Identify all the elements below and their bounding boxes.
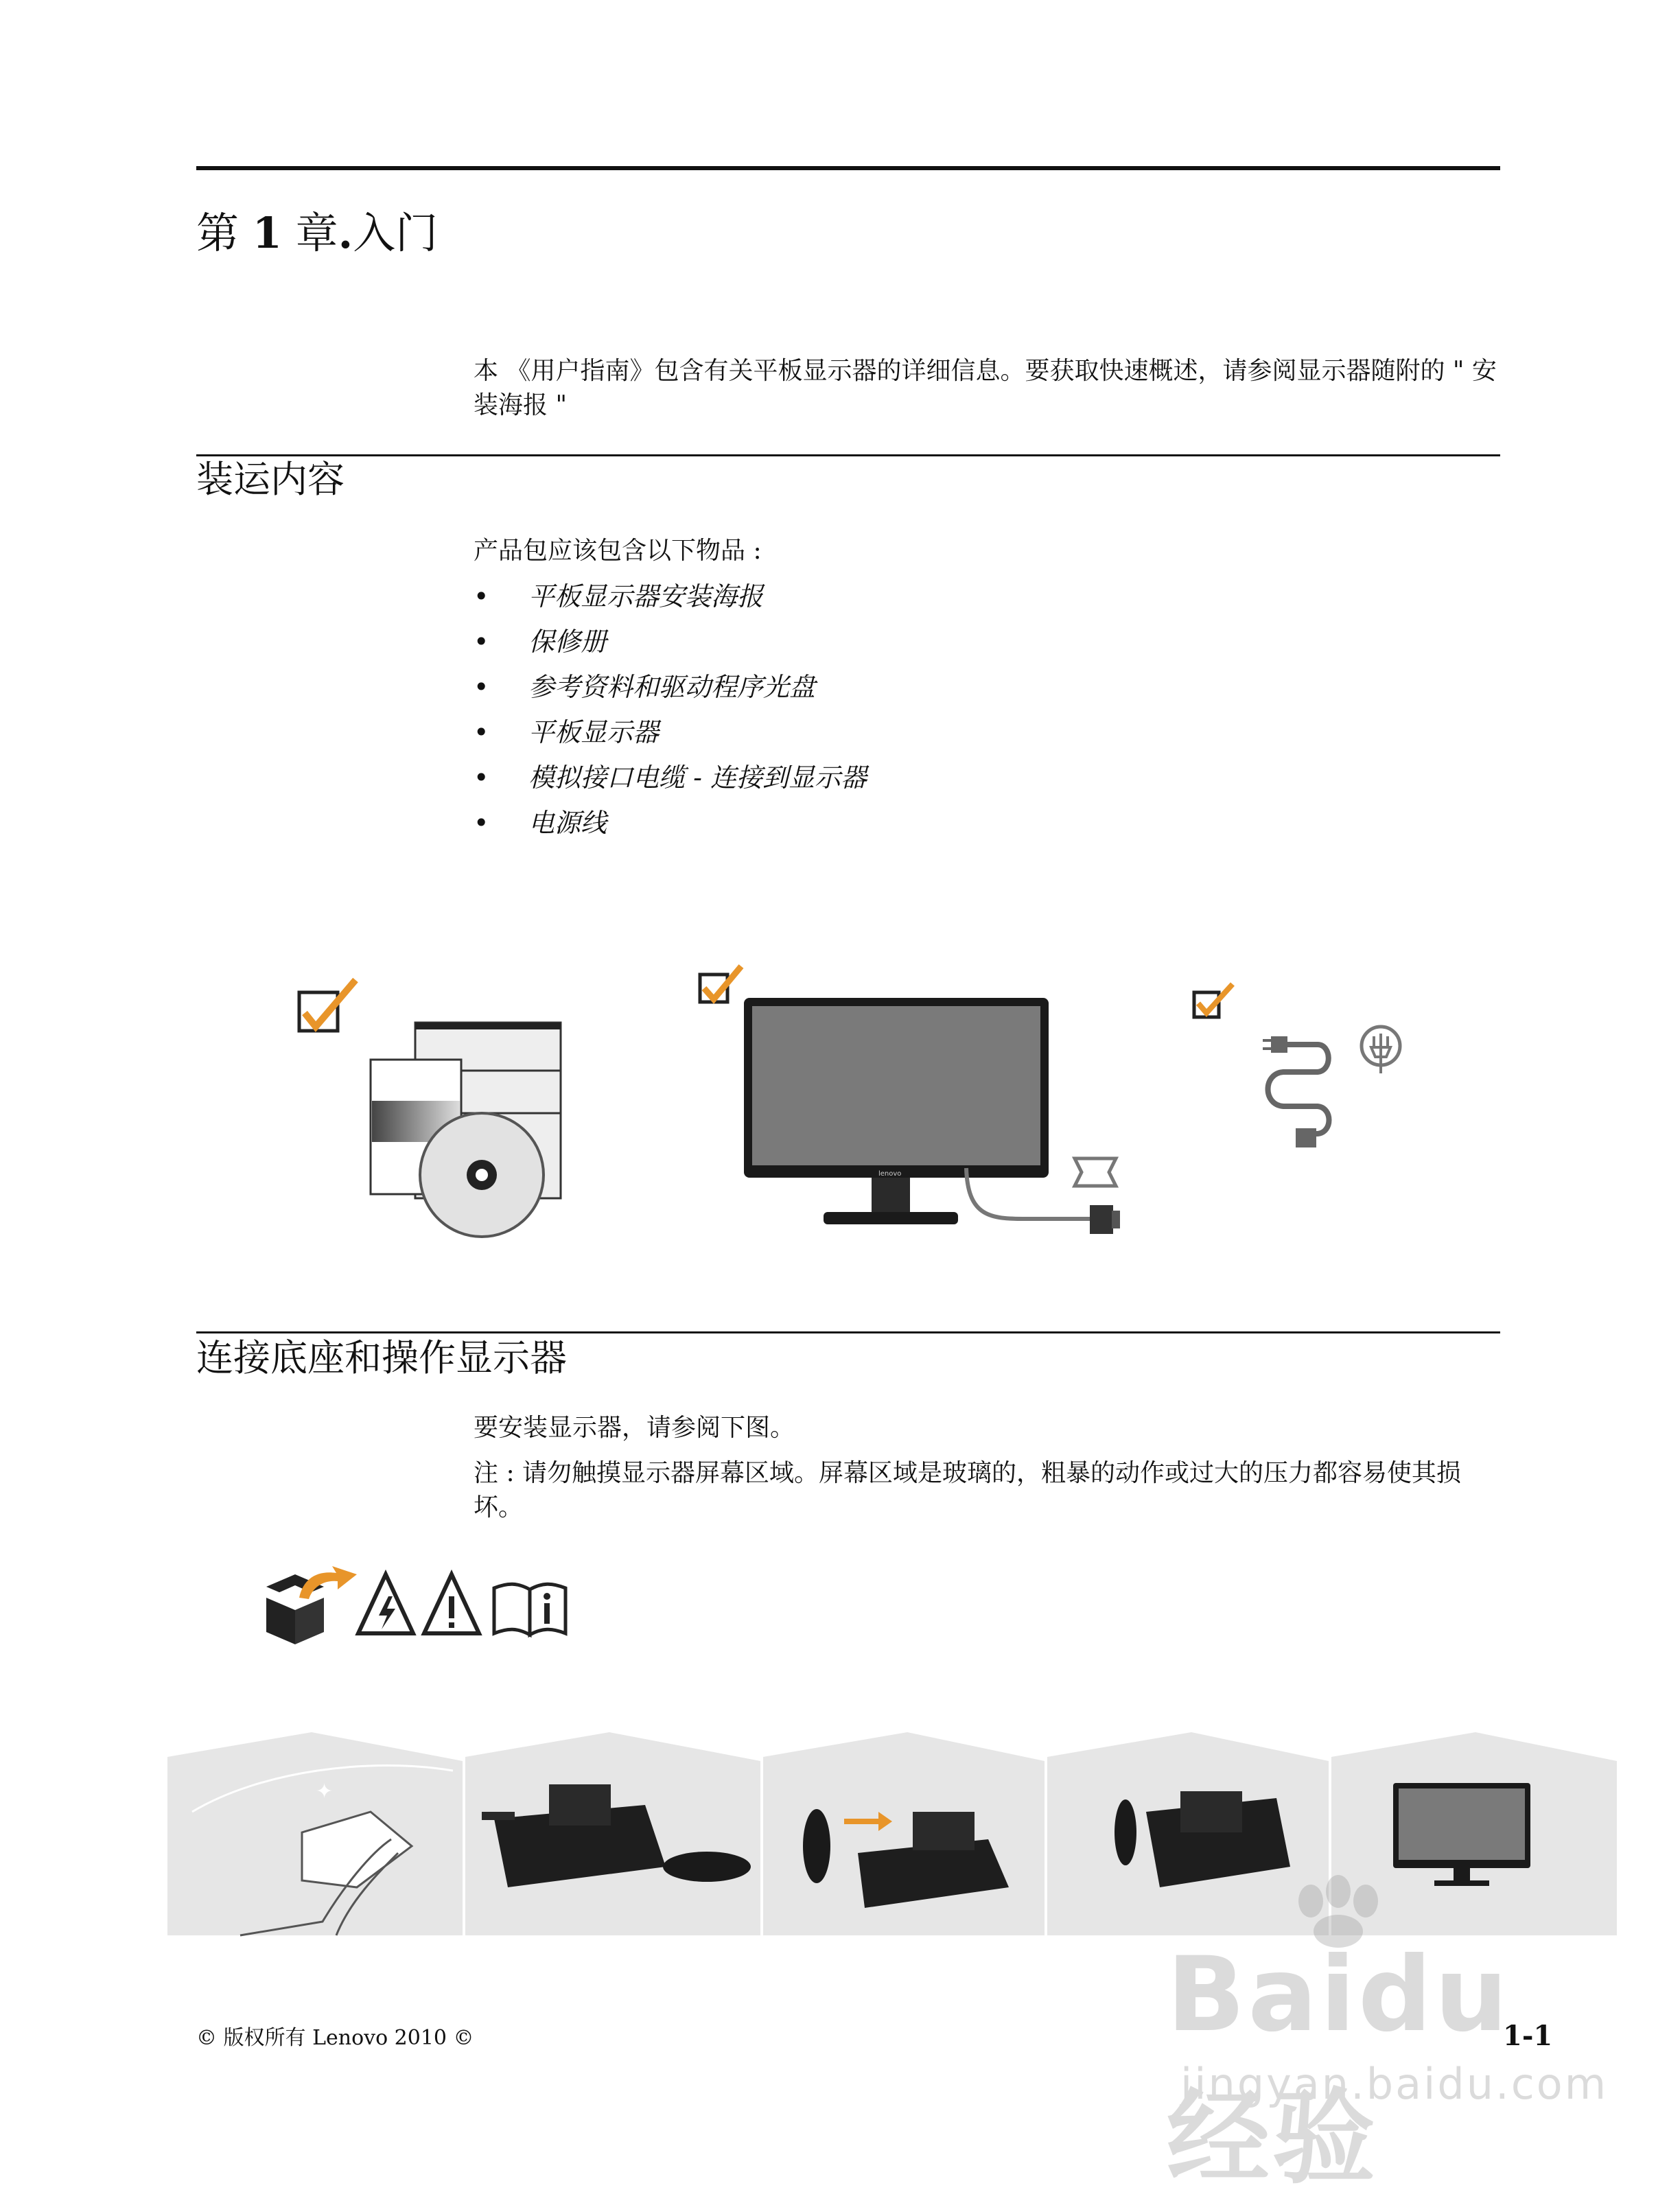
section-rule-shipping	[196, 454, 1500, 456]
watermark	[1167, 1874, 1609, 2198]
check-icon	[700, 966, 741, 1002]
list-item: • 电源线	[474, 803, 867, 848]
section-heading-attach: 连接底座和操作显示器	[196, 1336, 567, 1379]
power-cord-icon	[1263, 1027, 1400, 1147]
shipping-list	[474, 576, 867, 848]
chapter-title: 第 1 章.入门	[196, 208, 439, 258]
watermark-text: Baidu经验	[1167, 1935, 1511, 2198]
step-panel	[167, 1732, 463, 1935]
shipping-lead: 产品包应该包含以下物品 :	[474, 537, 762, 565]
attach-text: 要安装显示器，请参阅下图。	[474, 1414, 795, 1442]
section-heading-shipping: 装运内容	[196, 458, 345, 501]
section-rule-attach	[196, 1331, 1500, 1333]
intro-text: 本 《用户指南》包含有关平板显示器的详细信息。要获取快速概述，请参阅显示器随附的 " 安装海报 "	[474, 357, 1497, 419]
footer-copyright: © 版权所有 Lenovo 2010 ©	[196, 2026, 474, 2050]
list-item: • 参考资料和驱动程序光盘	[474, 667, 867, 712]
documents-cd-icon	[371, 1023, 561, 1237]
watermark-url: jingyan.baidu.com	[1180, 2059, 1609, 2109]
list-item: • 保修册	[474, 622, 867, 667]
attach-note: 注 : 请勿触摸显示器屏幕区域。屏幕区域是玻璃的，粗暴的动作或过大的压力都容易使其损坏。	[474, 1459, 1462, 1522]
check-icon	[1194, 984, 1233, 1017]
step-panel	[465, 1732, 760, 1935]
list-item: • 平板显示器安装海报	[474, 576, 867, 622]
monitor-icon	[744, 998, 1120, 1234]
read-manual-icon	[494, 1584, 565, 1635]
unbox-icon	[266, 1566, 357, 1644]
electric-hazard-icon	[358, 1574, 413, 1633]
svg-text:✦: ✦	[316, 1780, 334, 1804]
package-contents-illustration	[275, 961, 1475, 1263]
top-rule	[196, 166, 1500, 170]
page-number: 1-1	[1503, 2020, 1553, 2052]
list-item: • 平板显示器	[474, 712, 867, 758]
warning-icons	[261, 1558, 576, 1654]
caution-icon	[424, 1574, 479, 1633]
check-icon	[299, 980, 355, 1031]
list-item: • 模拟接口电缆 - 连接到显示器	[474, 758, 867, 803]
step-panel	[763, 1732, 1045, 1935]
monitor-brand: lenovo	[878, 1170, 902, 1178]
